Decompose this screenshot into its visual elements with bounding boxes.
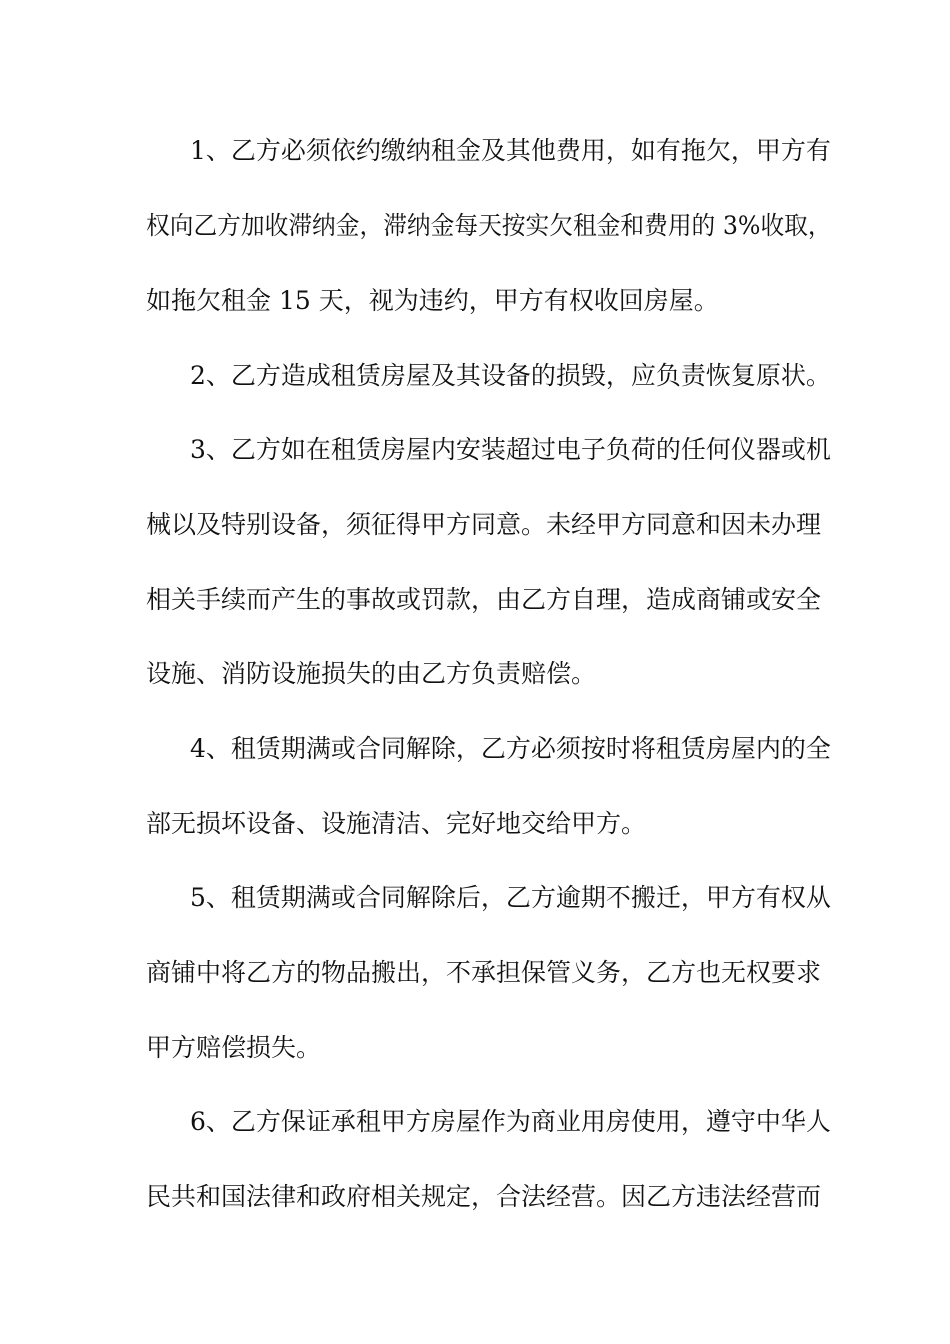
paragraph-6-line-2 <box>0 1179 950 1215</box>
text-line: 1、乙方必须依约缴纳租金及其他费用，如有拖欠，甲方有 <box>190 136 831 165</box>
text-line: 6、乙方保证承租甲方房屋作为商业用房使用，遵守中华人 <box>190 1107 831 1136</box>
paragraph-3-line-3 <box>0 582 950 618</box>
paragraph-3-line-1 <box>0 432 950 468</box>
paragraph-5-line-1 <box>0 880 950 916</box>
paragraph-5-line-3 <box>0 1030 950 1066</box>
text-line: 部无损坏设备、设施清洁、完好地交给甲方。 <box>146 809 647 838</box>
paragraph-1-line-3 <box>0 283 950 319</box>
paragraph-2-line-1 <box>0 358 950 394</box>
text-line: 械以及特别设备，须征得甲方同意。未经甲方同意和因未办理 <box>146 510 822 539</box>
text-line: 如拖欠租金 15 天，视为违约，甲方有权收回房屋。 <box>146 286 719 315</box>
paragraph-4-line-1 <box>0 731 950 767</box>
text-line: 相关手续而产生的事故或罚款，由乙方自理，造成商铺或安全 <box>146 585 822 614</box>
paragraph-6-line-1 <box>0 1104 950 1140</box>
paragraph-5-line-2 <box>0 955 950 991</box>
paragraph-3-line-4 <box>0 656 950 692</box>
text-line: 权向乙方加收滞纳金，滞纳金每天按实欠租金和费用的 3%收取， <box>146 211 832 240</box>
paragraph-1-line-1 <box>0 133 950 169</box>
text-line: 5、租赁期满或合同解除后，乙方逾期不搬迁，甲方有权从 <box>190 883 831 912</box>
text-line: 2、乙方造成租赁房屋及其设备的损毁，应负责恢复原状。 <box>190 361 831 390</box>
text-line: 4、租赁期满或合同解除，乙方必须按时将租赁房屋内的全 <box>190 734 831 763</box>
paragraph-4-line-2 <box>0 806 950 842</box>
paragraph-3-line-2 <box>0 507 950 543</box>
text-line: 甲方赔偿损失。 <box>146 1033 322 1062</box>
text-line: 商铺中将乙方的物品搬出，不承担保管义务，乙方也无权要求 <box>146 958 822 987</box>
paragraph-1-line-2 <box>0 208 950 244</box>
text-line: 民共和国法律和政府相关规定，合法经营。因乙方违法经营而 <box>146 1182 822 1211</box>
text-line: 设施、消防设施损失的由乙方负责赔偿。 <box>146 659 597 688</box>
text-line: 3、乙方如在租赁房屋内安装超过电子负荷的任何仪器或机 <box>190 435 831 464</box>
